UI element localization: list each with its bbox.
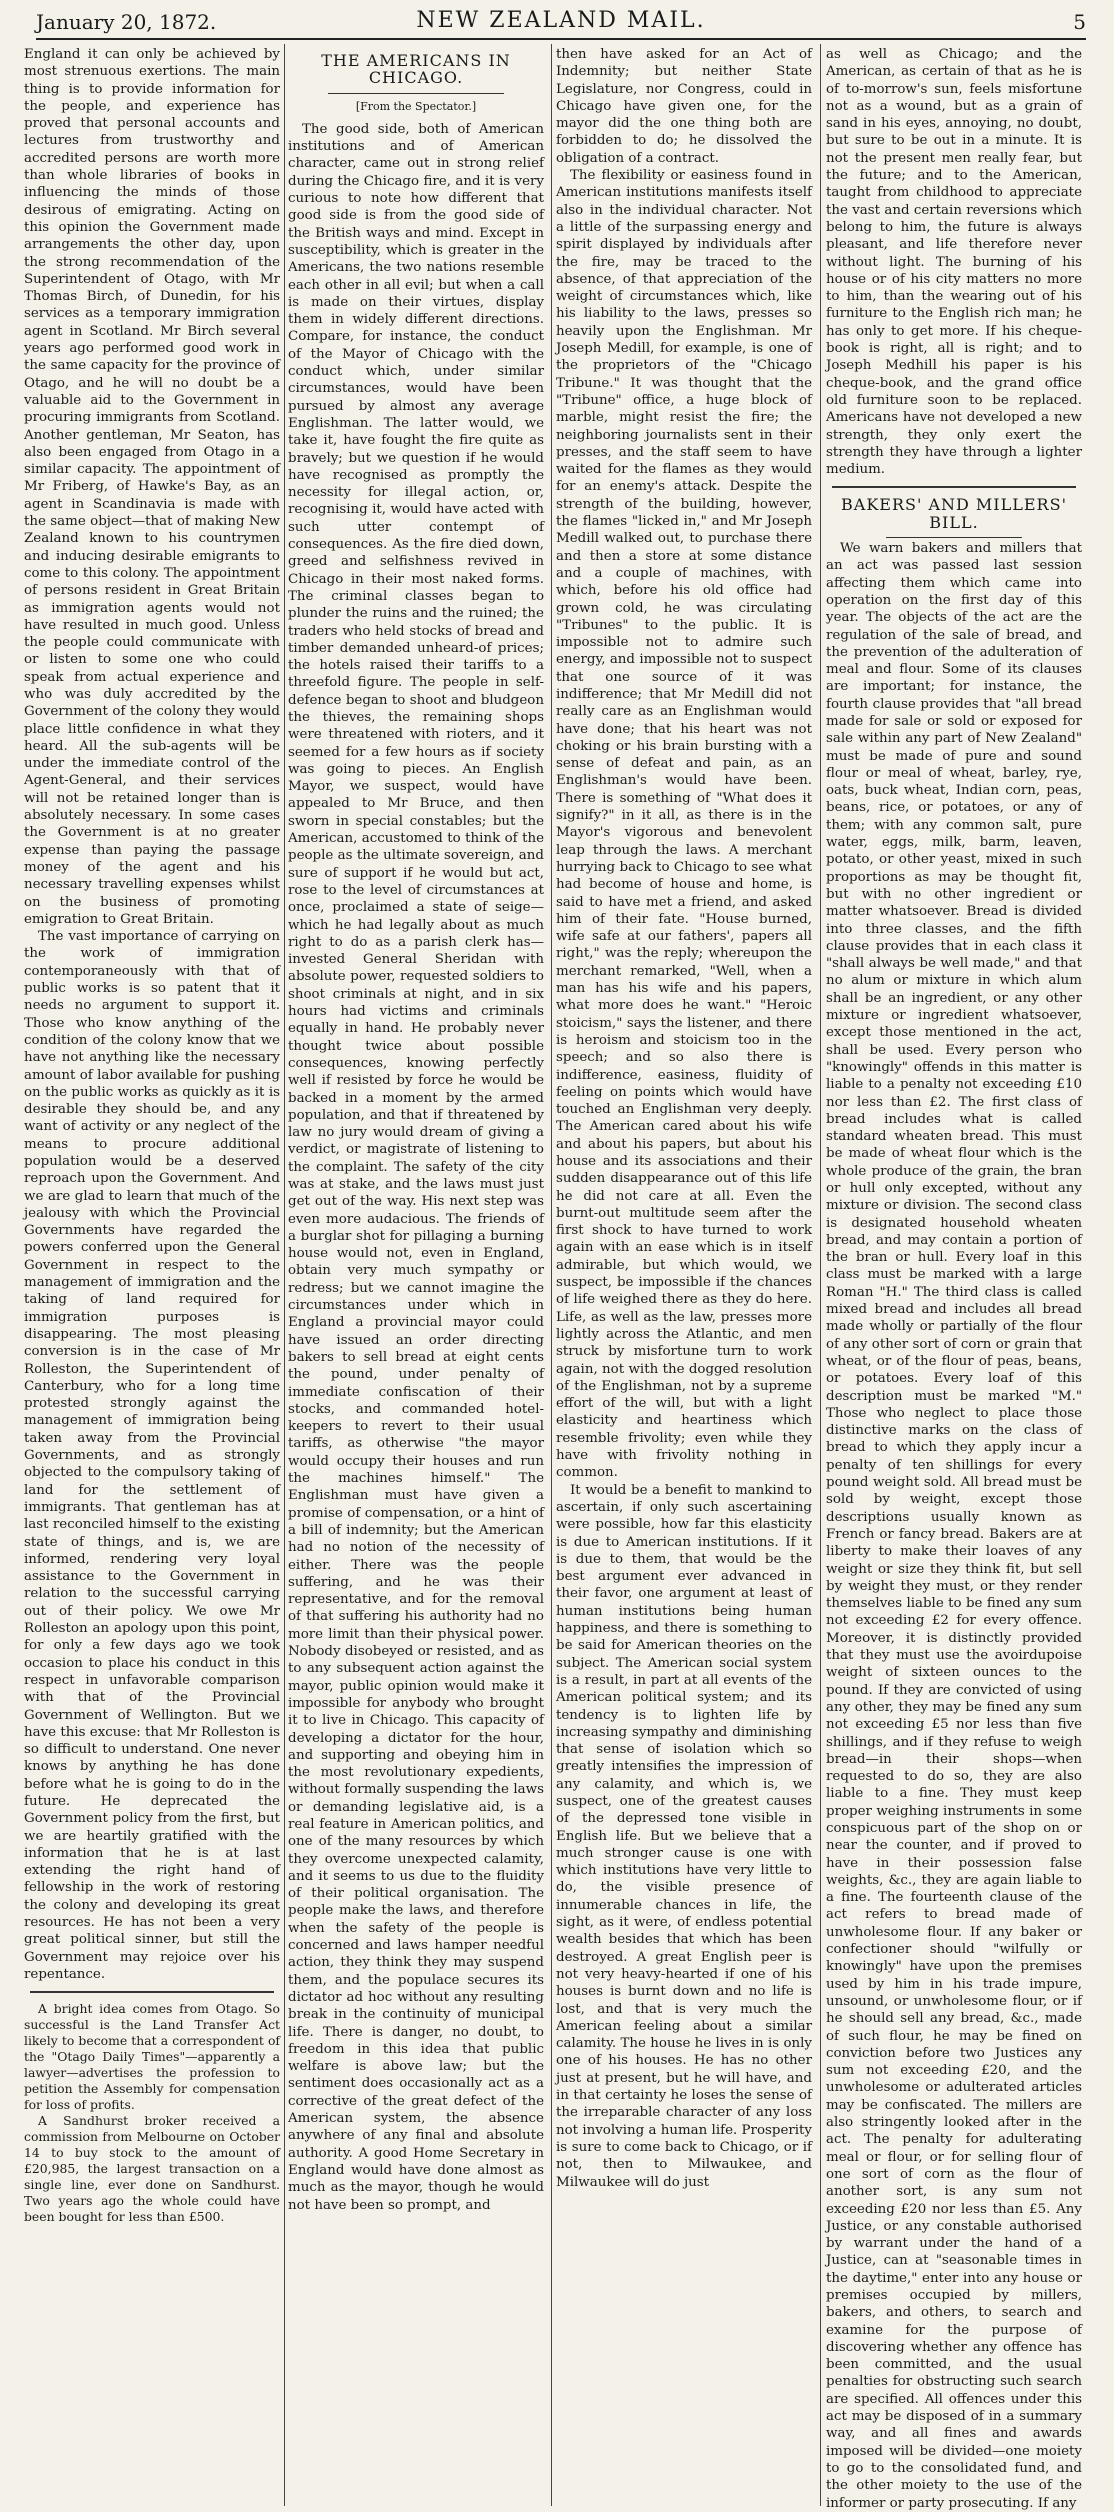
column-2 bbox=[288, 46, 544, 2504]
article-paragraph: as well as Chicago; and the American, as certain of that as he is of to-morrow's sun, feels misfortune not as a wound, but as a grain of sand in his eyes, annoying, no doubt, but sure to be out in a minute. It is not the present men really fear, but the future; and to the American, taught from childhood to appreciate the vast and certain reversions which belong to him, the future is always pleasant, and life therefore never without light. The burning of his house or of his city matters no more to him, than the wearing out of his furniture to the English rich man; he has only to get more. If his cheque-book is right, all is right; and to Joseph Medhill his paper is his cheque-book, and the grand office old furniture soon to be replaced. Americans have not developed a new strength, they only exert the strength they have through a lighter medium. bbox=[826, 47, 1082, 478]
article-paragraph: then have asked for an Act of Indemnity; but neither State Legislature, nor Congress, could in Chicago have given one, for the mayor did the one thing both are forbidden to do; he dissolved the obligation of a contract. bbox=[556, 47, 812, 166]
article-paragraph: We warn bakers and millers that an act was passed last session affecting them which came into operation on the first day of this year. The objects of the act are the regulation of the sale of bread, and the prevention of the adulteration of meal and flour. Some of its clauses are important; for instance, the fourth clause provides that "all bread made for sale or sold or exposed for sale within any part of New Zealand" must be made of pure and sound flour or meal of wheat, barley, rye, oats, buck wheat, Indian corn, peas, beans, rice, or potatoes, or any of them; with any common salt, pure water, eggs, milk, barm, leaven, potato, or other yeast, mixed in such proportions as may be thought fit, but with no other ingredient or matter whatsoever. Bread is divided into three classes, and the fifth clause provides that in each class it "shall always be well made," and that no alum or mixture in which alum shall be an ingredient, or any other mixture or ingredient whatsoever, except those mentioned in the act, shall be used. Every person who "knowingly" offends in this matter is liable to a penalty not exceeding £10 nor less than £2. The first class of bread includes what is called standard wheaten bread. This must be made of wheat flour which is the whole produce of the grain, the bran or hull only excepted, without any mixture or division. The second class is designated household wheaten bread, and may contain a portion of the bran or hull. Every loaf in this class must be marked with a large Roman "H." The third class is called mixed bread and includes all bread made wholly or partially of the flour of any other sort of corn or grain that wheat, or of the flour of peas, beans, or potatoes. Every loaf of this description must be marked "M." Those who neglect to place those distinctive marks on the class of bread to which they apply incur a penalty of ten shillings for every pound weight sold. All bread must be sold by weight, except those descriptions usually known as French or fancy bread. Bakers are at liberty to make their loaves of any weight or size they think fit, but sell by weight they must, or they render themselves liable to be fined any sum not exceeding £2 for every offence. Moreover, it is distinctly provided that they must use the avoirdupoise weight of sixteen ounces to the pound. If they are convicted of using any other, they may be fined any sum not exceeding £5 nor less than five shillings, and if they refuse to weigh bread—in their shops—when requested to do so, they are also liable to a fine. They must keep proper weighing instruments in some conspicuous part of the shop on or near the counter, and if proved to have in their possession false weights, &c., they are again liable to a fine. The fourteenth clause of the act refers to bread made of unwholesome flour. If any baker or confectioner should "wilfully or knowingly" have upon the premises used by him in his trade impure, unsound, or unwholesome flour, or if he should sell any bread, &c., made of such flour, he may be fined on conviction before two Justices any sum not exceeding £20, and the unwholesome or adulterated articles may be confiscated. The millers are also stringently looked after in the act. The penalty for adulterating meal or flour, or for selling flour of one sort of corn as the flour of another sort, is any sum not exceeding £20 nor less than £5. Any Justice, or any constable authorised by warrant under the hand of a Justice, can at "seasonable times in the daytime," enter into any house or premises occupied by millers, bakers, and others, to search and examine for the purpose of discovering whether any offence has been committed, and the usual penalties for obstructing such search are specified. All offences under this act may be disposed of in a summary way, and all fines and awards imposed will be divided—one moiety to go to the consolidated fund, and the other moiety to the use of the informer or party prosecuting. If any bbox=[826, 541, 1082, 2511]
news-brief: A Sandhurst broker received a commission from Melbourne on October 14 to buy stock to the amount of £20,985, the largest transaction on a single line, ever done on Sandhurst. Two years ago the whole could have been bought for less than £500. bbox=[24, 2113, 280, 2225]
headline-rule bbox=[886, 537, 1022, 538]
article-paragraph: The flexibility or easiness found in American institutions manifests itself also in the individual character. Not a little of the surpassing energy and spirit displayed by individuals after the fire, may be traced to the absence, of that appreciation of the weight of circumstances which, like his liability to the laws, presses so heavily upon the Englishman. Mr Joseph Medill, for example, is one of the proprietors of the "Chicago Tribune." It was thought that the "Tribune" office, a huge block of marble, might resist the fire; the neighboring journalists sent in their presses, and the staff seem to have waited for the flames as they would for an enemy's attack. Despite the strength of the building, however, the flames "licked in," and Mr Joseph Medill walked out, to purchase there and then a store at some distance and a couple of machines, with which, before his old office had grown cold, he was circulating "Tribunes" to the public. It is impossible not to admire such energy, and impossible not to suspect that one source of it was indifference; that Mr Medill did not really care as an Englishman would have done; that his heart was not choking or his brain bursting with a sense of defeat and pain, as an Englishman's would have been. There is something of "What does it signify?" in it all, as there is in the Mayor's vigorous and benevolent leap through the laws. A merchant hurrying back to Chicago to see what had become of house and home, is said to have met a friend, and asked him of their fate. "House burned, wife safe at our fathers', papers all right," was the reply; whereupon the merchant remarked, "Well, when a man has his wife and his papers, what more does he want." "Heroic stoicism," says the listener, and there is heroism and stoicism too in the speech; and so also there is indifference, easiness, fluidity of feeling on points which would have touched an Englishman very deeply. The American cared about his wife and about his papers, but about his house and its associations and their sudden disappearance out of this life he did not care at all. Even the burnt-out multitude seem after the first shock to have turned to work again with an ease which is in itself admirable, but which would, we suspect, be impossible if the chances of life weighed there as they do here. Life, as well as the law, presses more lightly across the Atlantic, and men struck by misfortune turn to work again, not with the dogged resolution of the Englishman, not by a supreme effort of the will, but with a light elasticity and heartiness which resemble frivolity; even while they have with frivolity nothing in common. bbox=[556, 168, 812, 1481]
masthead bbox=[36, 6, 1086, 40]
column-1 bbox=[24, 46, 280, 2504]
article-headline: THE AMERICANS IN CHICAGO. bbox=[321, 51, 511, 88]
article-headline: BAKERS' AND MILLERS' BILL. bbox=[841, 495, 1067, 532]
news-brief: A bright idea comes from Otago. So successful is the Land Transfer Act likely to become that a correspondent of the "Otago Daily Times"—apparently a lawyer—advertises the profession to petition the Assembly for compensation for loss of profits. bbox=[24, 2001, 280, 2113]
article-paragraph: It would be a benefit to mankind to ascertain, if only such ascertaining were possible, how far this elasticity is due to American institutions. If it is due to them, that would be the best argument ever advanced in their favor, one argument at least of human institutions being human happiness, and there is something to be said for American theories on the subject. The American social system is a result, in part at all events of the American political system; and its tendency is to lighten life by increasing sympathy and diminishing that sense of isolation which so greatly intensifies the impression of any calamity, and which is, we suspect, one of the greatest causes of the depressed tone visible in English life. But we believe that a much stronger cause is one with which institutions have very little to do, the visible presence of innumerable chances in life, the sight, as it were, of endless potential wealth besides that which has been destroyed. A great English peer is not very heavy-hearted if one of his houses is burnt down and no life is lost, and that is very much the American feeling about a similar calamity. The house he lives in is only one of his houses. He has no other just at present, but he will have, and in that certainty he loses the sense of the irreparable character of any loss not involving a human life. Prosperity is sure to come back to Chicago, or if not, then to Milwaukee, and Milwaukee will do just bbox=[556, 1482, 812, 2190]
newspaper-title: NEW ZEALAND MAIL. bbox=[416, 8, 706, 33]
article-paragraph: The good side, both of American institutions and of American character, came out in strong relief during the Chicago fire, and it is very curious to note how different that good side is from the good side of the British ways and mind. Except in susceptibility, which is greater in the Americans, the two nations resemble each other in all evil; but when a call is made on their virtues, display them in widely different directions. Compare, for instance, the conduct of the Mayor of Chicago with the conduct which, under similar circumstances, would have been pursued by almost any average Englishman. The latter would, we take it, have fought the fire quite as bravely; but we question if he would have recognised as promptly the necessity for illegal action, or, recognising it, would have acted with such utter contempt of consequences. As the fire died down, greed and selfishness revived in Chicago in their most naked forms. The criminal classes began to plunder the ruins and the ruined; the traders who held stocks of bread and timber demanded unheard-of prices; the hotels raised their tariffs to a threefold figure. The people in self-defence began to shoot and bludgeon the thieves, the remaining shops were threatened with rioters, and it seemed for a few hours as if society was going to pieces. An English Mayor, we suspect, would have appealed to Mr Bruce, and then sworn in special constables; but the American, accustomed to think of the people as the ultimate sovereign, and sure of support if he would but act, rose to the level of circumstances at once, proclaimed a state of seige—which he had legally about as much right to do as a parish clerk has—invested General Sheridan with absolute power, requested soldiers to shoot criminals at night, and in six hours had victims and criminals equally in hand. He probably never thought twice about possible consequences, knowing perfectly well if resisted by force he would be backed in a moment by the armed population, and that if threatened by law no jury would dream of giving a verdict, or magistrate of listening to the complaint. The safety of the city was at stake, and the laws must just get out of the way. His next step was even more audacious. The friends of a burglar shot for pillaging a burning house would not, even in England, obtain very much sympathy or redress; but we cannot imagine the circumstances under which in England a provincial mayor could have issued an order directing bakers to sell bread at eight cents the pound, under penalty of immediate confiscation of their stocks, and commanded hotel-keepers to revert to their usual tariffs, as otherwise "the mayor would occupy their houses and run the machines himself." The Englishman must have given a promise of compensation, or a hint of a bill of indemnity; but the American had no notion of the necessity of either. There was the people suffering, and he was their representative, and for the removal of that suffering his authority had no more limit than their physical power. Nobody disobeyed or resisted, and as to any subsequent action against the mayor, public opinion would make it impossible for anybody who brought it to live in Chicago. This capacity of developing a dictator for the hour, and supporting and obeying him in the most revolutionary expedients, without formally suspending the laws or demanding legislative aid, is a real feature in American politics, and one of the many resources by which they overcome unexpected calamity, and it seems to us due to the fluidity of their political organisation. The people make the laws, and therefore when the safety of the people is concerned and laws hamper needful action, they think they may suspend them, and the populace secures its dictator ad hoc without any resulting break in the continuity of municipal life. There is danger, no doubt, to freedom in this idea that public welfare is above law; but the sentiment does occasionally act as a corrective of the great defect of the American system, the absence anywhere of any final and absolute authority. A good Home Secretary in England would have done almost as much as the mayor, though he would not have been so prompt, and bbox=[288, 121, 544, 2213]
masthead-rule bbox=[36, 38, 1086, 40]
column-divider bbox=[551, 44, 552, 2506]
page-number: 5 bbox=[1073, 10, 1086, 34]
headline-rule bbox=[328, 93, 504, 94]
article-paragraph: England it can only be achieved by most strenuous exertions. The main thing is to provide information for the people, and experience has proved that personal accounts and lectures from trustworthy and accredited persons are worth more than whole libraries of books in influencing the minds of those desirous of emigrating. Acting on this opinion the Government made arrangements the other day, upon the strong recommendation of the Superintendent of Otago, with Mr Thomas Birch, of Dunedin, for his services as a temporary immigration agent in Scotland. Mr Birch several years ago performed good work in the same capacity for the province of Otago, and he will no doubt be a valuable aid to the Government in procuring immigrants from Scotland. Another gentleman, Mr Seaton, has also been engaged from Otago in a similar capacity. The appointment of Mr Friberg, of Hawke's Bay, as an agent in Scandinavia is made with the same object—that of making New Zealand known to his countrymen and inducing desirable emigrants to come to this colony. The appointment of persons resident in Great Britain as immigration agents would not have resulted in much good. Unless the people could communicate with or listen to some one who could speak from actual experience and who was duly accredited by the Government of the colony they would place little confidence in what they heard. All the sub-agents will be under the immediate control of the Agent-General, and their services will not be retained longer than is absolutely necessary. In some cases the Government is at no greater expense than paying the passage money of the agent and his necessary travelling expenses whilst on the business of promoting emigration to Great Britain. bbox=[24, 47, 280, 927]
issue-date: January 20, 1872. bbox=[36, 10, 217, 34]
article-source: [From the Spectator.] bbox=[355, 99, 477, 113]
column-divider bbox=[284, 44, 285, 2506]
news-briefs bbox=[24, 2001, 280, 2225]
column-divider bbox=[820, 44, 821, 2506]
section-rule bbox=[832, 486, 1076, 488]
column-4 bbox=[826, 46, 1082, 2511]
column-3 bbox=[556, 46, 812, 2504]
section-rule bbox=[30, 1991, 274, 1993]
article-paragraph: The vast importance of carrying on the work of immigration contemporaneously with that of public works is so patent that it needs no argument to support it. Those who know anything of the condition of the colony know that we have not anything like the necessary amount of labor available for pushing on the public works as quickly as it is desirable they should be, and any want of activity or any neglect of the means to procure additional population would be a deserved reproach upon the Government. And we are glad to learn that much of the jealousy with which the Provincial Governments have regarded the powers conferred upon the General Government in respect to the management of immigration and the taking of land required for immigration purposes is disappearing. The most pleasing conversion is in the case of Mr Rolleston, the Superintendent of Canterbury, who for a long time protested strongly against the management of immigration being taken away from the Provincial Governments, and as strongly objected to the compulsory taking of land for the settlement of immigrants. That gentleman has at last reconciled himself to the existing state of things, and is, we are informed, rendering very loyal assistance to the Government in relation to the successful carrying out of their policy. We owe Mr Rolleston an apology upon this point, for only a few days ago we took occasion to place his conduct in this respect in unfavorable comparison with that of the Provincial Government of Wellington. But we have this excuse: that Mr Rolleston is so difficult to understand. One never knows by anything he has done before what he is going to do in the future. He deprecated the Government policy from the first, but we are heartily gratified with the information that he is at last extending the right hand of fellowship in the work of restoring the colony and developing its great resources. He has not been a very great political sinner, but still the Government may rejoice over his repentance. bbox=[24, 929, 280, 1982]
